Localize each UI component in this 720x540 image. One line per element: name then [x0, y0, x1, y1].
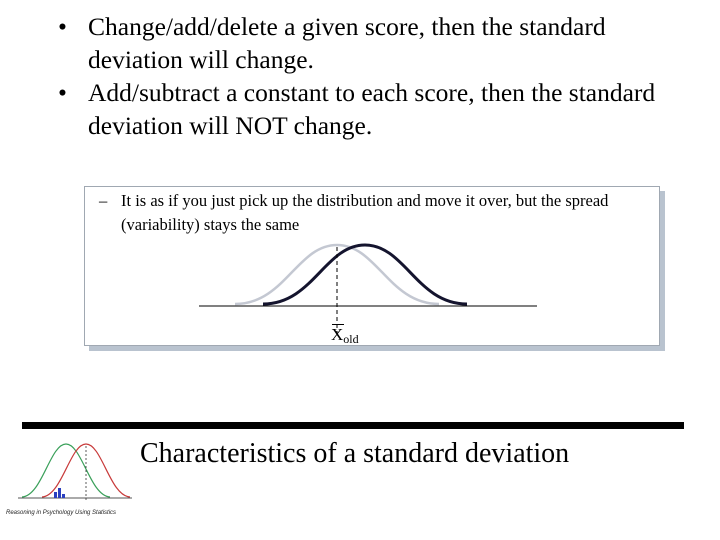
figure-card	[84, 186, 660, 346]
bullet-item	[58, 76, 698, 142]
bullet-list	[58, 10, 698, 142]
bullet-marker: •	[58, 12, 67, 41]
mean-symbol: X	[331, 325, 344, 344]
original-distribution-curve	[235, 245, 439, 304]
shifted-distribution-curve	[263, 245, 467, 304]
mean-overbar	[332, 324, 344, 325]
title-rule	[22, 422, 684, 429]
mean-subscript: old	[343, 332, 359, 346]
course-logo-icon	[14, 432, 136, 508]
bullet-text: Change/add/delete a given score, then the standard deviation will change.	[88, 12, 606, 74]
note-text: It is as if you just pick up the distribution and move it over, but the spread (variability) stays the same	[121, 191, 609, 234]
bullet-text: Add/subtract a constant to each score, then the standard deviation will NOT change.	[88, 78, 656, 140]
course-caption: Reasoning in Psychology Using Statistics	[6, 510, 117, 516]
slide-title: Characteristics of a standard deviation	[140, 438, 570, 469]
bullet-item	[58, 10, 698, 76]
bullet-marker: •	[58, 78, 67, 107]
figure-note	[99, 189, 655, 237]
old-mean-label	[331, 325, 359, 349]
note-marker: –	[99, 191, 108, 210]
